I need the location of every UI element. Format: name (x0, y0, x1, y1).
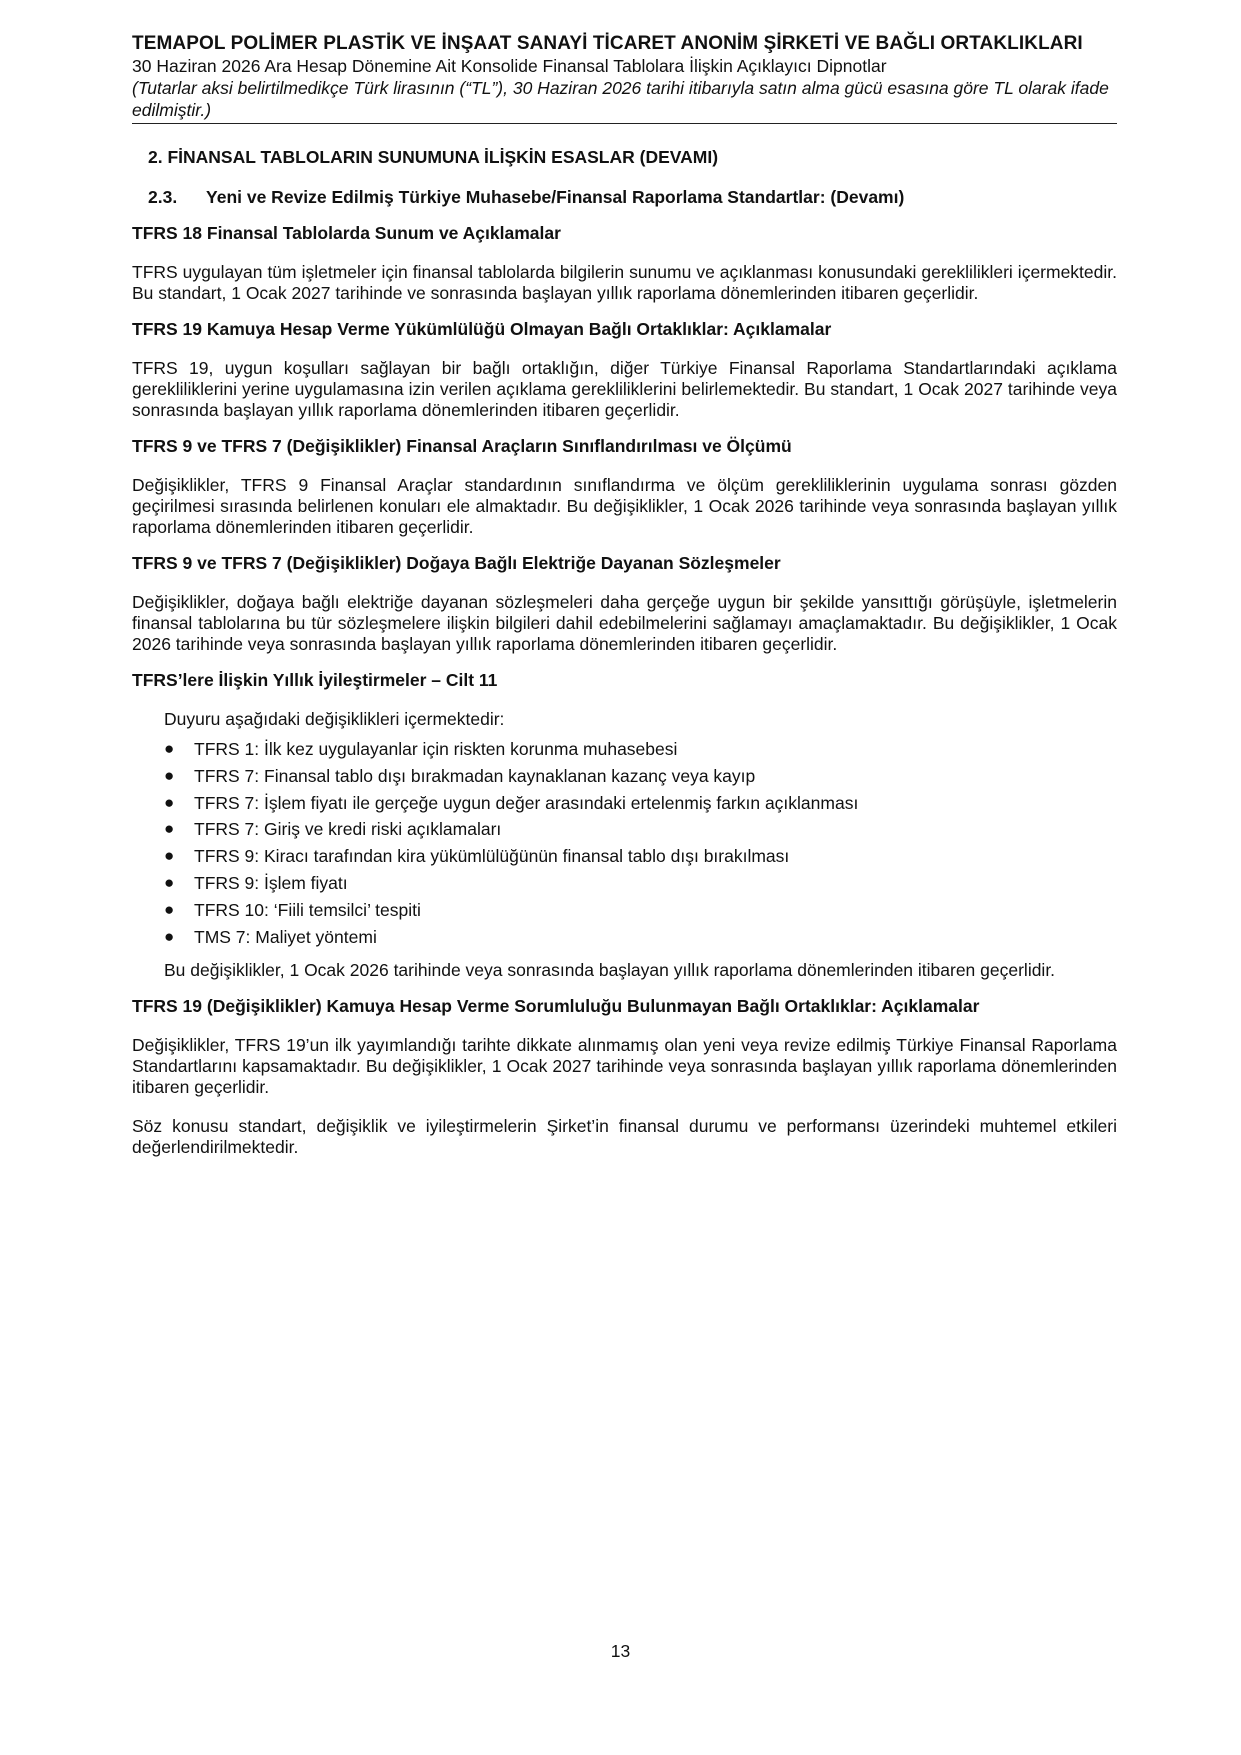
bullet-icon: ● (164, 739, 175, 758)
list-item (164, 790, 1117, 817)
tfrs19-paragraph: TFRS 19, uygun koşulları sağlayan bir bağlı ortaklığın, diğer Türkiye Finansal Raporlama Standartlarındaki açıklama gerekliliklerini yerine uygulamasına izin verilen açıklama gerekliliklerini belirlemektedir. Bu standart, 1 Ocak 2027 tarihinde veya sonrasında başlayan yıllık raporlama dönemlerinden itibaren geçerlidir. (132, 358, 1117, 420)
list-item-text: TMS 7: Maliyet yöntemi (194, 926, 377, 947)
list-item (164, 897, 1117, 924)
list-item (164, 924, 1117, 951)
list-item-text: TFRS 9: Kiracı tarafından kira yükümlülüğünün finansal tablo dışı bırakılması (194, 846, 790, 867)
list-item-text: TFRS 1: İlk kez uygulayanlar için riskten korunma muhasebesi (194, 739, 678, 759)
bullet-icon: ● (164, 926, 175, 946)
list-item-text: TFRS 9: İşlem fiyatı (194, 872, 348, 893)
subsection-number: 2.3. (148, 187, 178, 207)
tfrs9-7-classification-heading: TFRS 9 ve TFRS 7 (Değişiklikler) Finansal Araçların Sınıflandırılması ve Ölçümü (132, 436, 792, 456)
list-item-text: TFRS 7: İşlem fiyatı ile gerçeğe uygun değer arasındaki ertelenmiş farkın açıklanması (194, 792, 859, 813)
annual-improvements-heading: TFRS’lere İlişkin Yıllık İyileştirmeler – Cilt 11 (132, 670, 498, 690)
tfrs19-amendments-heading: TFRS 19 (Değişiklikler) Kamuya Hesap Verme Sorumluluğu Bulunmayan Bağlı Ortaklıklar: Açıklamalar (132, 996, 980, 1017)
company-name: TEMAPOL POLİMER PLASTİK VE İNŞAAT SANAYİ TİCARET ANONİM ŞİRKETİ VE BAĞLI ORTAKLIKLARI (132, 33, 1083, 54)
list-item (164, 870, 1117, 897)
tfrs9-7-classification-paragraph: Değişiklikler, TFRS 9 Finansal Araçlar standardının sınıflandırma ve ölçüm gerekliliklerinin uygulama sonrası gözden geçirilmesi sırasında belirlenen konuları ele almaktadır. Bu değişiklikler, 1 Ocak 2026 tarihinde veya sonrasında başlayan yıllık raporlama dönemlerinden itibaren geçerlidir. (132, 475, 1117, 537)
tfrs19-heading: TFRS 19 Kamuya Hesap Verme Yükümlülüğü Olmayan Bağlı Ortaklıklar: Açıklamalar (132, 319, 832, 339)
annual-improvements-list (132, 736, 1117, 950)
document-page (132, 32, 1117, 1158)
list-item (164, 736, 1117, 763)
tfrs9-7-electricity-heading: TFRS 9 ve TFRS 7 (Değişiklikler) Doğaya Bağlı Elektriğe Dayanan Sözleşmeler (132, 553, 781, 573)
section-title: 2. FİNANSAL TABLOLARIN SUNUMUNA İLİŞKİN ESASLAR (DEVAMI) (148, 147, 719, 167)
tfrs18-heading: TFRS 18 Finansal Tablolarda Sunum ve Açıklamalar (132, 223, 561, 243)
bullet-icon: ● (164, 899, 175, 919)
annual-improvements-intro: Duyuru aşağıdaki değişiklikleri içermektedir: (164, 709, 505, 729)
list-item (164, 763, 1117, 790)
list-item (164, 816, 1117, 843)
subsection-title-text: Yeni ve Revize Edilmiş Türkiye Muhasebe/Finansal Raporlama Standartlar: (Devamı) (206, 187, 905, 207)
annual-improvements-closing: Bu değişiklikler, 1 Ocak 2026 tarihinde veya sonrasında başlayan yıllık raporlama dönemlerinden itibaren geçerlidir. (164, 960, 1056, 981)
list-item-text: TFRS 10: ‘Fiili temsilci’ tespiti (194, 899, 421, 920)
list-item (164, 843, 1117, 870)
bullet-icon: ● (164, 792, 175, 812)
tfrs19-amendments-paragraph: Değişiklikler, TFRS 19’un ilk yayımlandığı tarihte dikkate alınmamış olan yeni veya revize edilmiş Türkiye Finansal Raporlama Standartlarını kapsamaktadır. Bu değişiklikler, 1 Ocak 2027 tarihinde veya sonrasında başlayan yıllık raporlama dönemlerinden itibaren geçerlidir. (132, 1035, 1117, 1098)
page-number: 13 (610, 1641, 631, 1661)
currency-note: (Tutarlar aksi belirtilmedikçe Türk lirasının (“TL”), 30 Haziran 2026 tarihi itibarıyla satın alma gücü esasına göre TL olarak ifade edilmiştir.) (132, 78, 1109, 120)
tfrs18-paragraph: TFRS uygulayan tüm işletmeler için finansal tablolarda bilgilerin sunumu ve açıklanması konusundaki gereklilikleri içermektedir. Bu standart, 1 Ocak 2027 tarihinde ve sonrasında başlayan yıllık raporlama dönemlerinden itibaren geçerlidir. (132, 262, 1117, 303)
tfrs9-7-electricity-paragraph: Değişiklikler, doğaya bağlı elektriğe dayanan sözleşmeleri daha gerçeğe uygun bir şekilde yansıttığı görüşüyle, işletmelerin finansal tablolarına bu tür sözleşmelere ilişkin bilgileri dahil edebilmelerini sağlamayı amaçlamaktadır. Bu değişiklikler, 1 Ocak 2026 tarihinde veya sonrasında başlayan yıllık raporlama dönemlerinden itibaren geçerlidir. (132, 592, 1117, 654)
report-subtitle: 30 Haziran 2026 Ara Hesap Dönemine Ait Konsolide Finansal Tablolara İlişkin Açıklayıcı Dipnotlar (132, 56, 887, 76)
document-header (132, 32, 1117, 124)
bullet-icon: ● (164, 872, 175, 892)
subsection-title (132, 186, 1117, 208)
header-divider (132, 123, 1117, 124)
closing-paragraph: Söz konusu standart, değişiklik ve iyileştirmelerin Şirket’in finansal durumu ve performansı üzerindeki muhtemel etkileri değerlendirilmektedir. (132, 1116, 1117, 1158)
bullet-icon: ● (164, 846, 175, 866)
list-item-text: TFRS 7: Finansal tablo dışı bırakmadan kaynaklanan kazanç veya kayıp (194, 765, 756, 786)
bullet-icon: ● (164, 819, 175, 839)
bullet-icon: ● (164, 765, 175, 785)
list-item-text: TFRS 7: Giriş ve kredi riski açıklamaları (194, 819, 502, 840)
